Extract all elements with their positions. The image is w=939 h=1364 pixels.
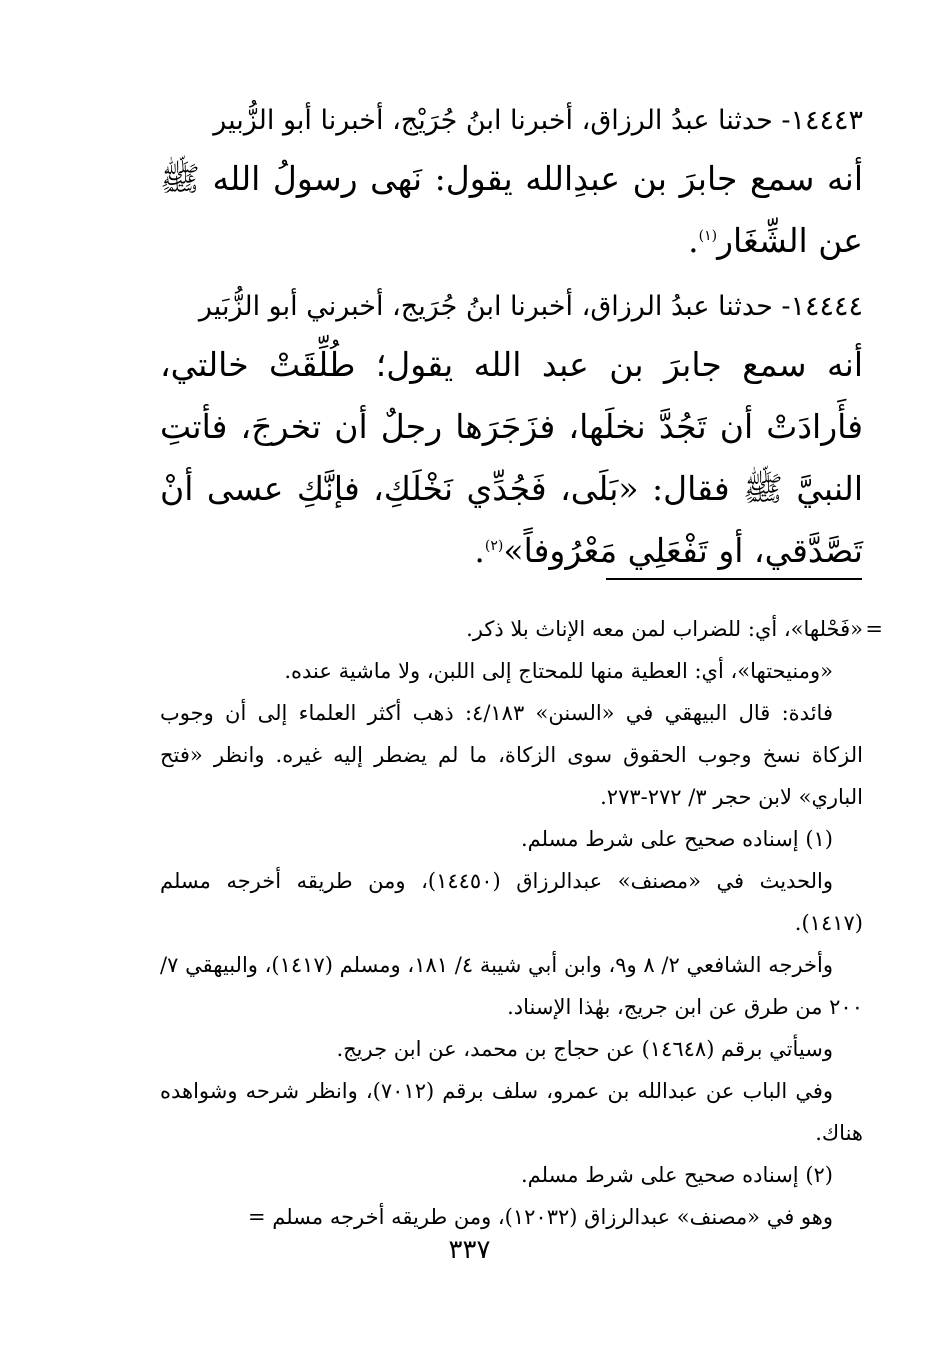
hadith-2-header: ١٤٤٤٤- حدثنا عبدُ الرزاق، أخبرنا ابنُ جُرَيج، أخبرني أبو الزُّبَير [198, 291, 863, 322]
hadith-1-end: . [688, 221, 699, 260]
footnote-line-text: «فَحْلها»، أي: للضراب لمن معه الإناث بلا ذكر. [466, 617, 863, 641]
hadith-2-end: . [474, 531, 485, 570]
footnote-line [160, 1196, 863, 1238]
hadith-2-text [160, 334, 863, 582]
footnote-line: فائدة: قال البيهقي في «السنن» ٤/١٨٣: ذهب أكثر العلماء إلى أن وجوب الزكاة نسخ وجوب الحقوق سوى الزكاة، ما لم يضطر إليه غيره. وانظر «فتح الباري» لابن حجر ٣/ ٢٧٢-٢٧٣. [160, 701, 863, 809]
hadith-1-body: أنه سمع جابرَ بن عبدِالله يقول: نَهى رسولُ الله ﷺ عن الشِّغَار [160, 159, 863, 260]
hadith-1-text [160, 148, 863, 272]
footnote-line: «ومنيحتها»، أي: العطية منها للمحتاج إلى اللبن، ولا ماشية عنده. [284, 659, 833, 683]
footnote-line: والحديث في «مصنف» عبدالرزاق (١٤٤٥٠)، ومن طريقه أخرجه مسلم (١٤١٧). [160, 869, 863, 935]
hadith-1-header: ١٤٤٤٣- حدثنا عبدُ الرزاق، أخبرنا ابنُ جُرَيْج، أخبرنا أبو الزُّبير [213, 105, 863, 136]
footnotes [160, 608, 883, 1238]
continuation-mark: = [865, 617, 883, 641]
footnote-line: وفي الباب عن عبدالله بن عمرو، سلف برقم (٧٠١٢)، وانظر شرحه وشواهده هناك. [160, 1079, 863, 1145]
footnote-ref-2[interactable]: (٢) [484, 538, 504, 554]
main-text [160, 94, 863, 582]
footnote-ref-1[interactable]: (١) [698, 228, 718, 244]
footnote-1-start: (١) إسناده صحيح على شرط مسلم. [520, 827, 833, 851]
footnote-line [160, 608, 883, 650]
footnote-2-start: (٢) إسناده صحيح على شرط مسلم. [520, 1163, 833, 1187]
hadith-2-body: أنه سمع جابرَ بن عبد الله يقول؛ طُلِّقَتْ خالتي، فأَرادَتْ أن تَجُدَّ نخلَها، فزَجَرَها رجلٌ أن تخرجَ، فأتتِ النبيَّ ﷺ فقال: «بَلَى، فَجُدِّي نَخْلَكِ، فإنَّكِ عسى أنْ تَصَّدَّقي، أو تَفْعَلِي مَعْرُوفاً» [160, 345, 863, 570]
footnote-line: وأخرجه الشافعي ٢/ ٨ و٩، وابن أبي شيبة ٤/ ١٨١، ومسلم (١٤١٧)، والبيهقي ٧/ ٢٠٠ من طرق عن ابن جريج، بهٰذا الإسناد. [160, 953, 863, 1019]
page-number: ٣٣٧ [448, 1235, 491, 1265]
footnote-line-text: وهو في «مصنف» عبدالرزاق (١٢٠٣٢)، ومن طريقه أخرجه مسلم [272, 1205, 833, 1229]
continuation-mark-end: = [247, 1205, 266, 1229]
footnote-line: وسيأتي برقم (١٤٦٤٨) عن حجاج بن محمد، عن ابن جريج. [336, 1037, 833, 1061]
footnote-separator [606, 578, 862, 580]
